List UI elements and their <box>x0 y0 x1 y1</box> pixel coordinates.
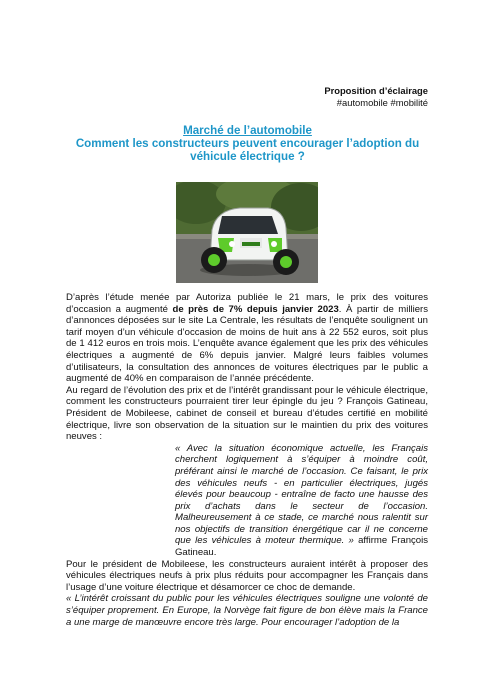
paragraph-1-text-b: . À partir de milliers d’annonces déposées sur le site La Centrale, les résultats de l’enquête soulignent un tarif moyen d’un véhicule d’occasion de moins de huit ans à 22 552 euros, soit plus de 1 412 euros en trois mois. L’enquête avance également que les prix des véhicules électriques a augmenté de 6% depuis janvier. Malgré leurs faibles volumes d’utilisateurs, la consultation des annonces de voitures électriques par le public a augmenté de 40% en comparaison de l’année précédente. <box>66 303 429 385</box>
paragraph-3: Pour le président de Mobileese, les constructeurs auraient intérêt à proposer des véhicules électriques neufs à prix plus réduits pour accompagner les Français dans l’usage d’une voiture électrique et désamorcer ce choc de demande. <box>66 558 428 593</box>
article-body <box>66 292 428 628</box>
paragraph-2: Au regard de l’évolution des prix et de l’intérêt grandissant pour le véhicule électrique, comment les constructeurs pourraient tirer leur épingle du jeu ? François Gatineau, Président de Mobileese, cabinet de conseil et bureau d’études certifié en mobilité électrique, livre son observation de la situation sur le maintien du prix des voitures neuves : <box>66 384 428 443</box>
document-header <box>324 85 428 108</box>
quote-attribution: affirme François Gatineau. <box>175 535 428 559</box>
paragraph-1-bold: de près de 7% depuis janvier 2023 <box>172 303 339 315</box>
document-titles <box>40 124 455 163</box>
paragraph-4: « L’intérêt croissant du public pour les véhicules électriques souligne une volonté de s’équiper proprement. En Europe, la Norvège fait figure de bon élève mais la France a une marge de manœuvre encore très large. Pour encourager l’adoption de la <box>66 593 428 628</box>
paragraph-1 <box>66 292 428 385</box>
electric-car-photo <box>176 182 318 283</box>
electric-car-illustration <box>176 182 318 283</box>
title-line-3: véhicule électrique ? <box>190 150 305 163</box>
quote-text: « Avec la situation économique actuelle, les Français cherchent logiquement à s’équiper à moindre coût, préférant ainsi le marché de l’occasion. Ce faisant, le prix des véhicules neufs - en particulier électriques, jugés élevés pour beaucoup - entraîne de facto une hausse des prix d’achats dans le secteur de l’occasion. Malheureusement à ce stade, ce marché nous ralentit sur nos objectifs de transition énergétique car il ne concerne que les véhicules à moteur thermique. » <box>175 442 428 547</box>
header-tags: #automobile #mobilité <box>336 96 428 108</box>
header-label: Proposition d’éclairage <box>324 85 428 96</box>
blockquote <box>175 443 428 559</box>
title-line-1: Marché de l’automobile <box>183 124 312 137</box>
title-line-2: Comment les constructeurs peuvent encourager l’adoption du <box>75 137 420 150</box>
paragraph-1-text-a: D’après l’étude menée par Autoriza publiée le 21 mars, le prix des voitures d’occasion a augmenté <box>66 292 428 315</box>
